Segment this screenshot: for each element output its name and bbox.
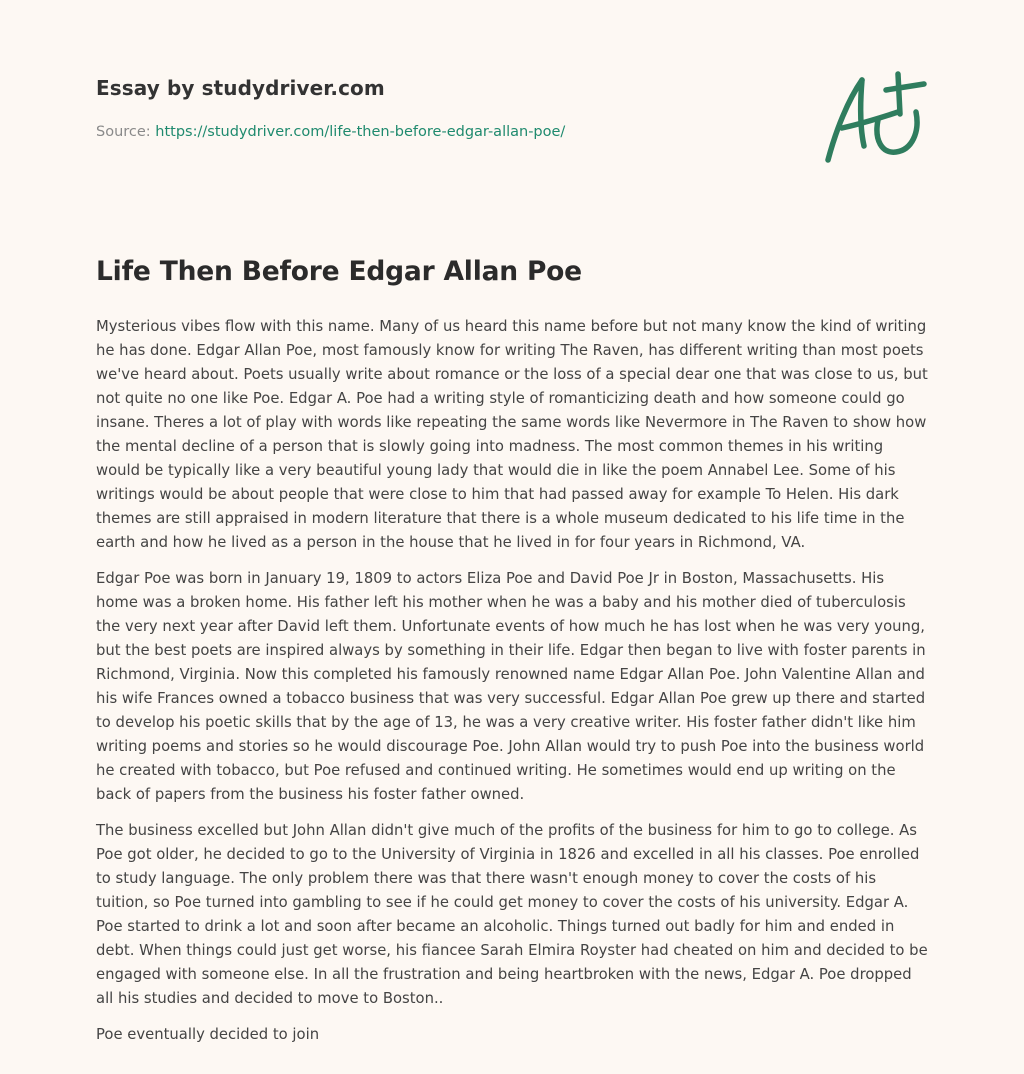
source-line <box>96 124 565 140</box>
paragraph: Mysterious vibes flow with this name. Many of us heard this name before but not many know the kind of writing he has done. Edgar Allan Poe, most famously know for writing The Raven, has different writing than most poets we've heard about. Poets usually write about romance or the loss of a special dear one that was close to us, but not quite no one like Poe. Edgar A. Poe had a writing style of romanticizing death and how someone could go insane. Theres a lot of play with words like repeating the same words like Nevermore in The Raven to show how the mental decline of a person that is slowly going into madness. The most common themes in his writing would be typically like a very beautiful young lady that would die in like the poem Annabel Lee. Some of his writings would be about people that were close to him that had passed away for example To Helen. His dark themes are still appraised in modern literature that there is a whole museum dedicated to his life time in the earth and how he lived as a person in the house that he lived in for four years in Richmond, VA. <box>96 318 928 551</box>
a-plus-icon <box>820 68 928 168</box>
paragraph: The business excelled but John Allan didn't give much of the profits of the business for him to go to college. As Poe got older, he decided to go to the University of Virginia in 1826 and excelled in all his classes. Poe enrolled to study language. The only problem there was that there wasn't enough money to cover the costs of his tuition, so Poe turned into gambling to see if he could get money to cover the costs of his university. Edgar A. Poe started to drink a lot and soon after became an alcoholic. Things turned out badly for him and ended in debt. When things could just get worse, his fiancee Sarah Elmira Royster had cheated on him and decided to be engaged with someone else. In all the frustration and being heartbroken with the news, Edgar A. Poe dropped all his studies and decided to move to Boston.. <box>96 822 928 1007</box>
paragraph: Edgar Poe was born in January 19, 1809 to actors Eliza Poe and David Poe Jr in Boston, Massachusetts. His home was a broken home. His father left his mother when he was a baby and his mother died of tuberculosis the very next year after David left them. Unfortunate events of how much he has lost when he was very young, but the best poets are inspired always by something in their life. Edgar then began to live with foster parents in Richmond, Virginia. Now this completed his famously renowned name Edgar Allan Poe. John Valentine Allan and his wife Frances owned a tobacco business that was very successful. Edgar Allan Poe grew up there and started to develop his poetic skills that by the age of 13, he was a very creative writer. His foster father didn't like him writing poems and stories so he would discourage Poe. John Allan would try to push Poe into the business world he created with tobacco, but Poe refused and continued writing. He sometimes would end up writing on the back of papers from the business his foster father owned. <box>96 570 926 803</box>
source-label: Source: <box>96 124 151 140</box>
source-link[interactable]: https://studydriver.com/life-then-before-edgar-allan-poe/ <box>155 124 566 140</box>
article-title: Life Then Before Edgar Allan Poe <box>96 256 582 287</box>
site-header-title: Essay by studydriver.com <box>96 76 385 100</box>
article-body <box>96 315 928 1059</box>
paragraph: Poe eventually decided to join <box>96 1026 320 1043</box>
